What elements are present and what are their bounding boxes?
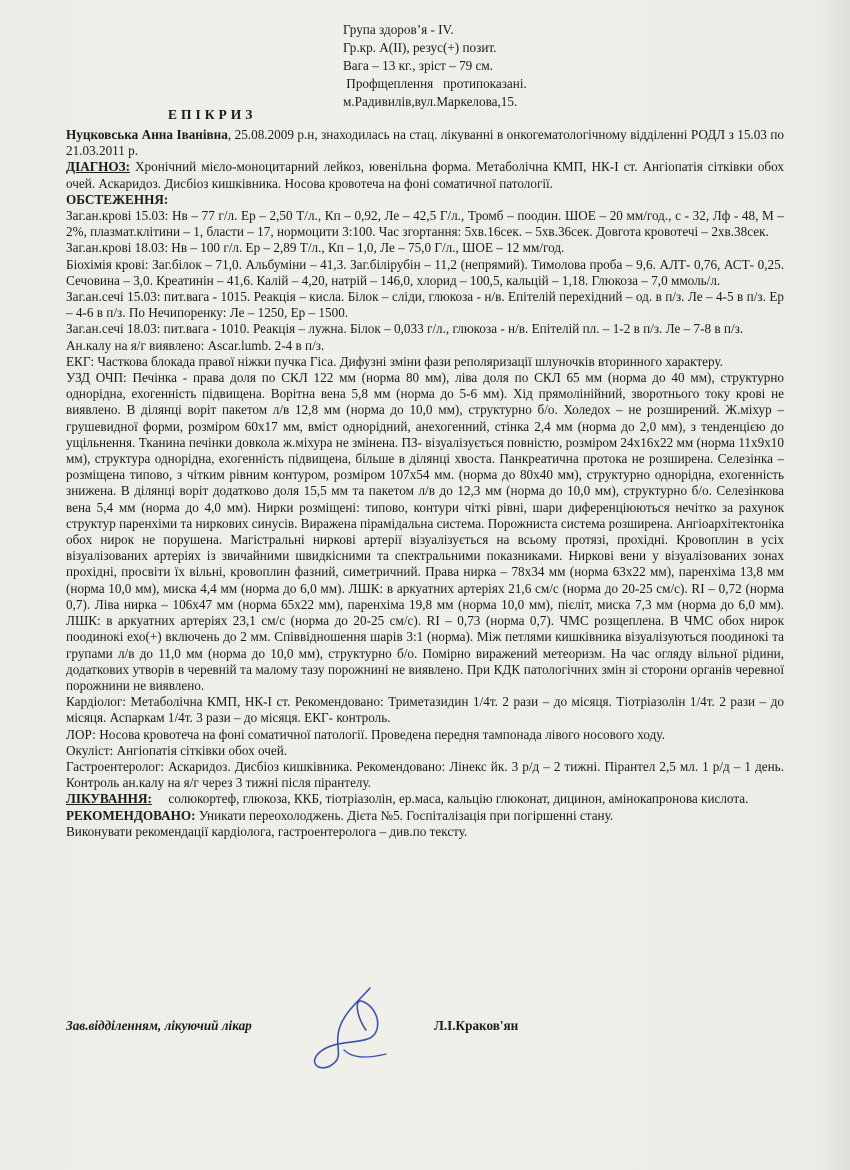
exam-entry: Заг.ан.сечі 18.03: пит.вага - 1010. Реакція – лужна. Білок – 0,033 г/л., глюкоза - н/в. Епітелій пл. – 1-2 в п/з. Ле – 7-8 в п/з.	[66, 321, 744, 337]
handwritten-signature	[300, 980, 410, 1080]
followup-line: Виконувати рекомендації кардіолога, гастроентеролога – див.по тексту.	[66, 823, 468, 839]
blood-type: Гр.кр. А(ІІ), резус(+) позит.	[343, 40, 497, 55]
diagnosis-section	[66, 159, 784, 191]
treatment-section	[66, 791, 784, 807]
recommended-text: Уникати переохолоджень. Дієта №5. Госпіталізація при погіршенні стану.	[195, 807, 614, 823]
exam-entry: УЗД ОЧП: Печінка - права доля по СКЛ 122 мм (норма 80 мм), ліва доля по СКЛ 65 мм (норма до 40 мм), структурно однорідна, ехогенність підвищена. Ворітна вена 5,8 мм (норма до 5-6 мм). Хід прямолінійний, зворотнього току крові не виявлено. В ділянці воріт пакетом л/в 12,8 мм (норма до 10,0 мм), структурно б/о. Холедох – не розширений. Ж.міхур – грушевидної форми, розміром 60х17 мм, вміст однорідний, анехогенний, стінка 2,4 мм (норма до 2,0 мм), з тенденцією до ущільнення. Тканина печінки довкола ж.міхура не змінена. ПЗ- візуалізується повністю, розміром 24х16х22 мм (норма 11х9х10 мм), структура однорідна, ехогенність підвищена, більше в ділянці хвоста. Панкреатична протока не розширена. Селезінка – розміщена типово, з чітким рівним контуром, розміром 107х54 мм. (норма до 80х40 мм), структурно однорідна, ехогенність знижена. В ділянці воріт додатково доля 15,5 мм та пакетом л/в до 12,3 мм (норма до 10,0 мм), структурно б/о. Селезінкова вена 5,4 мм (норма до 4,0 мм). Нирки розміщені: типово, контури чіткі рівні, шари диференціюються нечітко за рахунок структур паренхіми та ниркових синусів. Виражена пірамідальна система. Порожниста система розширена. Ангіоархітектоніка обох нирок не порушена. Магістральні ниркові артерії візуалізується на всьому протязі, прохідні. Кровоплин в усіх візуалізованих артеріях із звичайними швидкісними та спектральними показниками. Ниркові вени у візуалізованих зонах прохідні, просвіти їх вільні, кровоплин фазний, симетричний. Права нирка – 78х34 мм (норма 63х22 мм), паренхіма 13,8 мм (норма 10,0 мм), миска 4,4 мм (норма до 6,0 мм). ЛШК: в аркуатних артеріях 21,6 см/с (норма до 20-25 см/с). RI – 0,72 (норма 0,7). Ліва нирка – 106х47 мм (норма 65х22 мм), паренхіма 19,8 мм (норма 10,0 мм), пієліт, миска 7,3 мм (норма до 6,0 мм). ЛШК: в аркуатних артеріях 23,1 см/с (норма до 20-25 см/с). RI – 0,73 (норма 0,7). ЧМС розщеплена. В ЧМС обох нирок поодинокі ехо(+) включень до 2 мм. Співвідношення шарів 3:1 (норма). Між петлями кишківника візуалізуються поодинокі та групами л/в до 11,0 мм (норма до 10,0 мм), структурно б/о. Помірно виражений метеоризм. На час огляду вільної рідини, додаткових утворів в черевній та малому тазу порожнині не виявлено. При КДК патологічних змін зі сторони органів черевної порожнини не виявлено.	[66, 370, 784, 693]
exam-entry: Заг.ан.крові 18.03: Нв – 100 г/л. Ер – 2,89 Т/л., Кп – 1,0, Ле – 75,0 Г/л., ШОЕ – 12 мм/год.	[66, 240, 565, 256]
patient-name: Нуцковська Анна Іванівна	[66, 127, 228, 142]
exams-label: ОБСТЕЖЕННЯ:	[66, 191, 169, 207]
exam-entry: ЛОР: Носова кровотеча на фоні соматичної патології. Проведена передня тампонада лівого носового ходу.	[66, 726, 665, 742]
document-title: ЕПІКРИЗ	[168, 107, 257, 122]
treatment-text: солюкортеф, глюкоза, ККБ, тіотріазолін, ер.маса, кальцію глюконат, дицинон, амінокапронова кислота.	[151, 791, 749, 807]
signature-name: Л.І.Краков'ян	[434, 1018, 519, 1033]
exam-entry: Окуліст: Ангіопатія сітківки обох очей.	[66, 742, 288, 758]
patient-info-block	[343, 21, 703, 111]
signature-role: Зав.відділенням, лікуючий лікар	[66, 1018, 252, 1033]
weight-height: Вага – 13 кг., зріст – 79 см.	[343, 58, 494, 73]
patient-stay: , 25.08.2009 р.н, знаходилась на стац. лікуванні в онкогематологічному відділенні РОДЛ з 15.03 по 21.03.2011 р.	[66, 127, 784, 159]
treatment-label: ЛІКУВАННЯ:	[66, 791, 152, 807]
epicrisis-body	[66, 127, 784, 840]
vaccination-note: Профщеплення протипоказані.	[343, 76, 527, 91]
exam-entry: Кардіолог: Метаболічна КМП, НК-І ст. Рекомендовано: Триметазидин 1/4т. 2 рази – до місяця. Тіотріазолін 1/4т. 2 рази – до місяця. Аспаркам 1/4т. 3 рази – до місяця. ЕКГ- контроль.	[66, 694, 784, 726]
diagnosis-text: Хронічний мієло-моноцитарний лейкоз, ювенільна форма. Метаболічна КМП, НК-І ст. Ангіопатія сітківки обох очей. Аскаридоз. Дисбіоз кишківника. Носова кровотеча на фоні соматичної патології.	[66, 159, 784, 191]
exams-heading	[66, 192, 784, 208]
patient-line	[66, 127, 784, 159]
diagnosis-label: ДІАГНОЗ:	[66, 159, 130, 175]
exam-entry: Ан.калу на я/г виявлено: Ascar.lumb. 2-4 в п/з.	[66, 337, 325, 353]
recommended-section	[66, 808, 784, 824]
health-group: Група здоров’я - IV.	[343, 22, 454, 37]
page-edge-shadow	[820, 0, 850, 1170]
exam-entry: Заг.ан.сечі 15.03: пит.вага - 1015. Реакція – кисла. Білок – сліди, глюкоза - н/в. Епітелій перехідний – од. в п/з. Ле – 4-5 в п/з. Ер – 4-6 в п/з. По Нечипоренку: Ле – 1250, Ер – 1500.	[66, 289, 784, 321]
exam-entry: ЕКГ: Часткова блокада правої ніжки пучка Гіса. Дифузні зміни фази реполяризації шлуночків вторинного характеру.	[66, 353, 723, 369]
exam-entry: Гастроентеролог: Аскаридоз. Дисбіоз кишківника. Рекомендовано: Лінекс йк. 3 р/д – 2 тижні. Пірантел 2,5 мл. 1 р/д – 1 день. Контроль ан.калу на я/г через 3 тижні після пірантелу.	[66, 758, 784, 791]
recommended-label: РЕКОМЕНДОВАНО:	[66, 807, 196, 823]
exam-entry: Заг.ан.крові 15.03: Нв – 77 г/л. Ер – 2,50 Т/л., Кп – 0,92, Ле – 42,5 Г/л., Тромб – поодин. ШОЕ – 20 мм/год., с - 32, Лф - 48, М – 2%, плазмат.клітини – 1, бласти – 17, нормоцити 3:100. Час згортання: 5хв.16сек. – 5хв.36сек. Довгота кровотечі – 2хв.38сек.	[66, 208, 784, 240]
exam-entry: Біохімія крові: Заг.білок – 71,0. Альбуміни – 41,3. Заг.білірубін – 11,2 (непрямий). Тимолова проба – 9,6. АЛТ- 0,76, АСТ- 0,25. Сечовина – 3,0. Креатинін – 41,6. Калій – 4,20, натрій – 146,0, хлорид – 100,5, кальцій – 1,18. Глюкоза – 7,0 ммоль/л.	[66, 256, 784, 288]
address: м.Радивилів,вул.Маркелова,15.	[343, 94, 518, 109]
